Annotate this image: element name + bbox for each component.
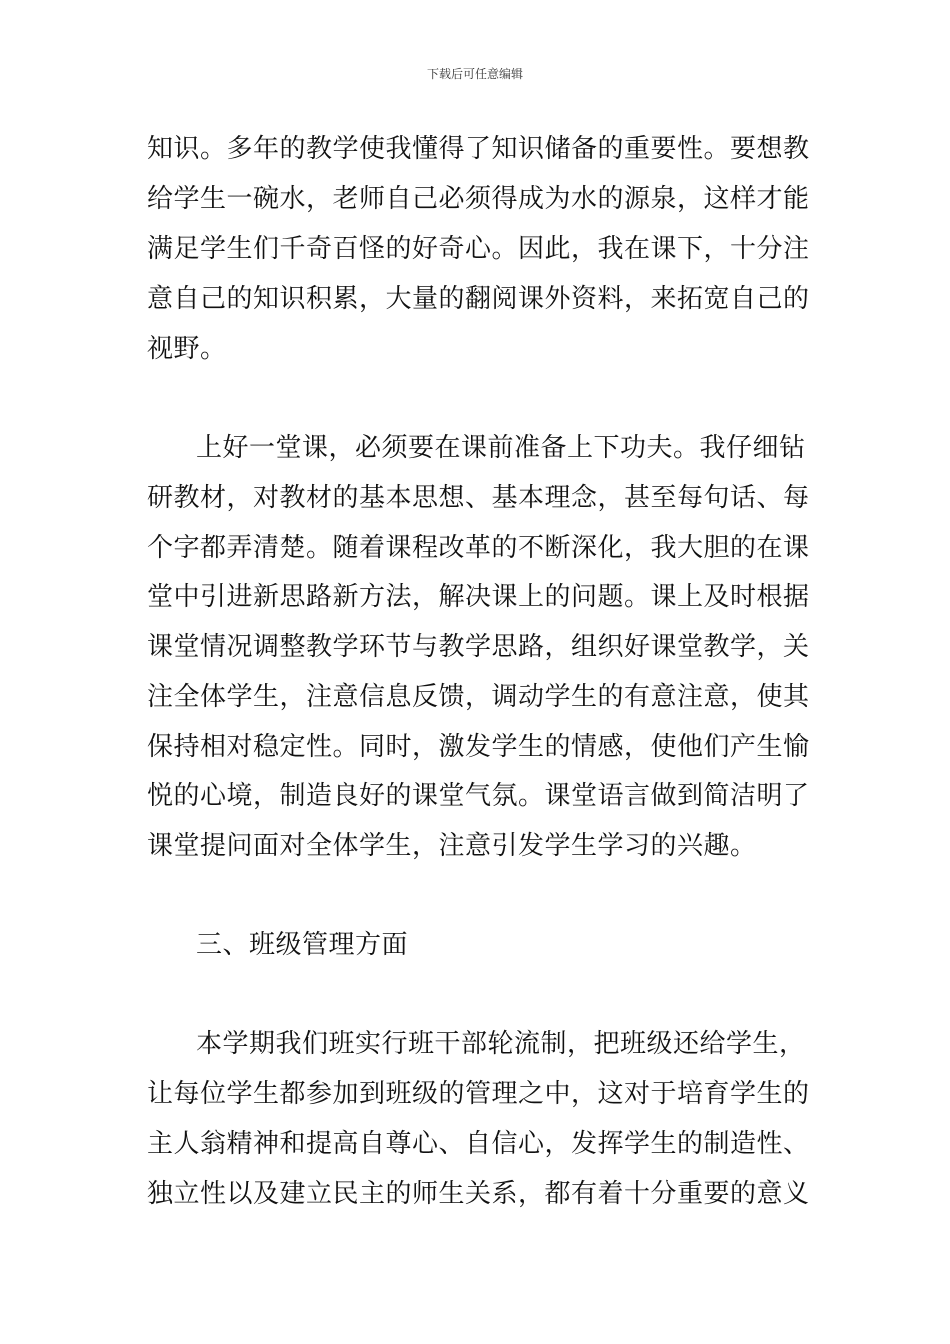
text-line: 视野。 — [147, 334, 227, 364]
text-line: 课堂情况调整教学环节与教学思路，组织好课堂教学，关 — [147, 632, 810, 662]
text-line: 课堂提问面对全体学生，注意引发学生学习的兴趣。 — [147, 831, 757, 861]
section-heading: 三、班级管理方面 — [196, 930, 409, 960]
text-line: 注全体学生，注意信息反馈，调动学生的有意注意，使其 — [147, 682, 810, 712]
text-line: 给学生一碗水，老师自己必须得成为水的源泉，这样才能 — [147, 184, 810, 214]
text-line: 让每位学生都参加到班级的管理之中，这对于培育学生的 — [147, 1079, 810, 1109]
text-line: 保持相对稳定性。同时，激发学生的情感，使他们产生愉 — [147, 732, 810, 762]
text-line: 意自己的知识积累，大量的翻阅课外资料，来拓宽自己的 — [147, 284, 810, 314]
text-line: 本学期我们班实行班干部轮流制，把班级还给学生， — [196, 1029, 806, 1059]
text-line: 堂中引进新思路新方法，解决课上的问题。课上及时根据 — [147, 582, 810, 612]
header-note: 下载后可任意编辑 — [426, 67, 523, 81]
text-line: 研教材，对教材的基本思想、基本理念，甚至每句话、每 — [147, 483, 810, 513]
text-line: 上好一堂课，必须要在课前准备上下功夫。我仔细钻 — [196, 433, 806, 463]
text-line: 主人翁精神和提高自尊心、自信心，发挥学生的制造性、 — [147, 1129, 810, 1159]
text-line: 独立性以及建立民主的师生关系，都有着十分重要的意义 — [147, 1179, 810, 1209]
text-line: 满足学生们千奇百怪的好奇心。因此，我在课下，十分注 — [147, 234, 810, 264]
text-line: 悦的心境，制造良好的课堂气氛。课堂语言做到简洁明了 — [147, 781, 810, 811]
text-line: 知识。多年的教学使我懂得了知识储备的重要性。要想教 — [147, 134, 810, 164]
text-line: 个字都弄清楚。随着课程改革的不断深化，我大胆的在课 — [147, 533, 810, 563]
